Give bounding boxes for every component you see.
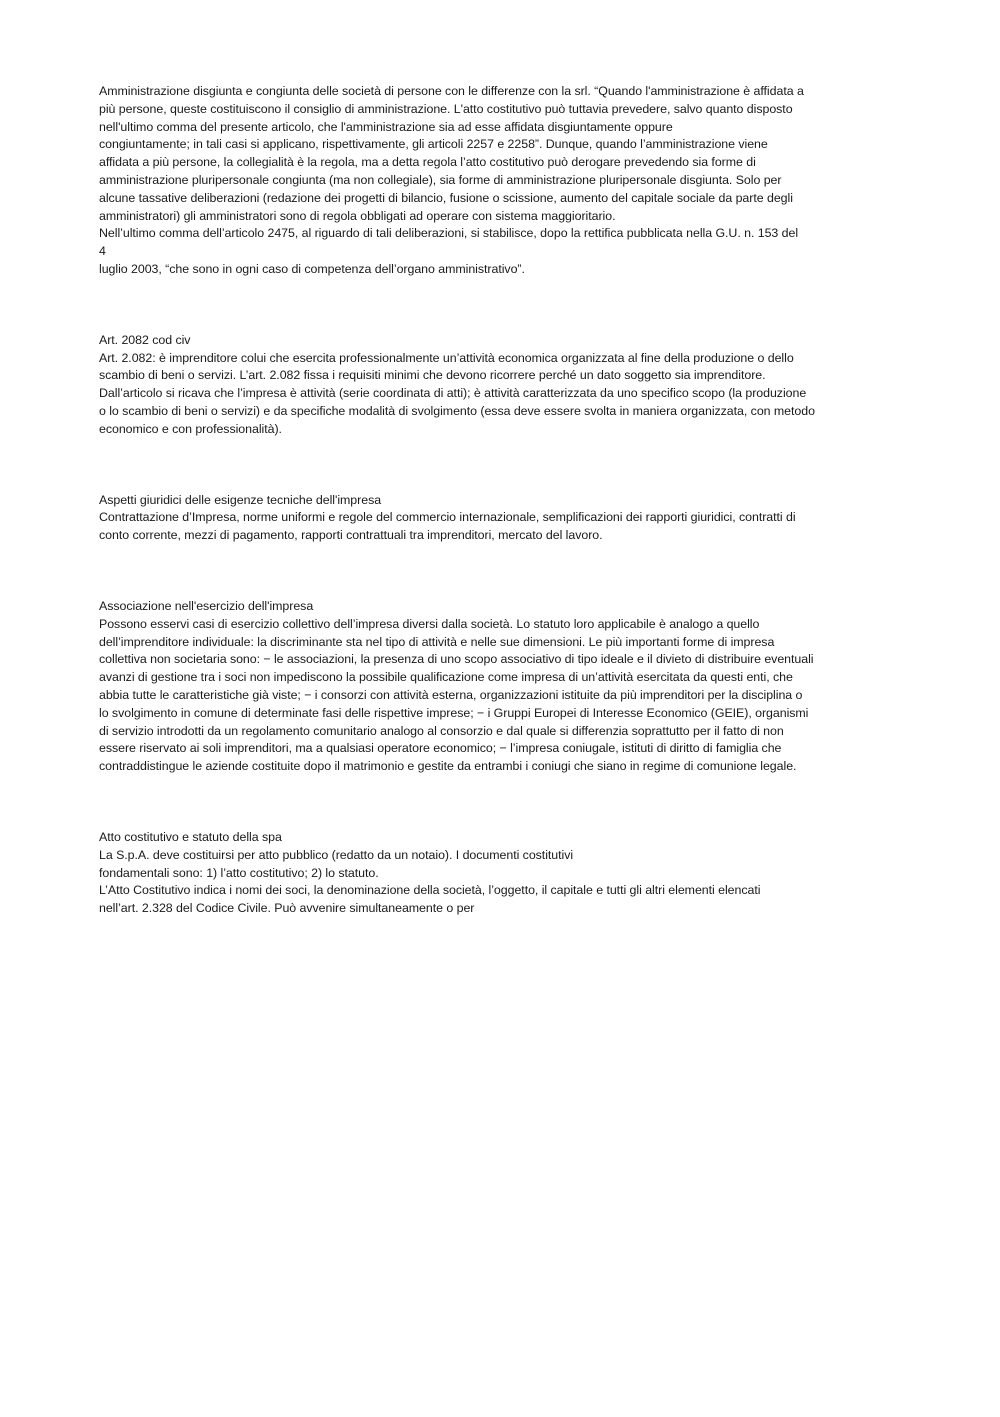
- text-line: L’Atto Costitutivo indica i nomi dei soci, la denominazione della società, l’oggetto, il capitale e tutti gli altri elementi elencati: [99, 883, 761, 898]
- section-gap: [99, 439, 879, 492]
- text-line: alcune tassative deliberazioni (redazione dei progetti di bilancio, fusione o scissione, aumento del capitale sociale da parte degli: [99, 190, 793, 205]
- text-line: 4: [99, 244, 106, 259]
- text-line: collettiva non societaria sono: − le associazioni, la presenza di uno scopo associativo di tipo ideale e il divieto di distribuire eventuali: [99, 652, 814, 667]
- text-line: economico e con professionalità).: [99, 421, 282, 436]
- text-line: Art. 2.082: è imprenditore colui che esercita professionalmente un’attività economica organizzata al fine della produzione o dello: [99, 350, 794, 365]
- text-line: Nell’ultimo comma dell’articolo 2475, al riguardo di tali deliberazioni, si stabilisce, dopo la rettifica pubblicata nella G.U. n. 153 del: [99, 226, 799, 241]
- text-line: scambio di beni o servizi. L’art. 2.082 fissa i requisiti minimi che devono ricorrere perché un dato soggetto sia imprenditore.: [99, 368, 766, 383]
- text-line: amministrazione pluripersonale congiunta (ma non collegiale), sia forme di amministrazione pluripersonale disgiunta. Solo per: [99, 172, 782, 187]
- section-gap: [99, 545, 879, 598]
- section-associazione: [99, 598, 879, 776]
- text-line: o lo scambio di beni o servizi) e da specifiche modalità di svolgimento (essa deve essere svolta in maniera organizzata, con metodo: [99, 403, 815, 418]
- section-heading: Art. 2082 cod civ: [99, 332, 191, 347]
- section-heading: Atto costitutivo e statuto della spa: [99, 829, 282, 844]
- text-line: dell’imprenditore individuale: la discriminante sta nel tipo di attività e nelle sue dimensioni. Le più importanti forme di impresa: [99, 634, 775, 649]
- text-line: più persone, queste costituiscono il consiglio di amministrazione. L'atto costitutivo può tuttavia prevedere, salvo quanto disposto: [99, 101, 793, 116]
- text-line: nell’art. 2.328 del Codice Civile. Può avvenire simultaneamente o per: [99, 901, 475, 916]
- section-heading: Aspetti giuridici delle esigenze tecniche dell'impresa: [99, 492, 382, 507]
- text-line: La S.p.A. deve costituirsi per atto pubblico (redatto da un notaio). I documenti costitutivi: [99, 847, 574, 862]
- text-line: Possono esservi casi di esercizio collettivo dell’impresa diversi dalla società. Lo statuto loro applicabile è analogo a quello: [99, 616, 760, 631]
- section-gap: [99, 279, 879, 332]
- text-line: Amministrazione disgiunta e congiunta delle società di persone con le differenze con la srl. “Quando l'amministrazione è affidata a: [99, 84, 804, 98]
- text-line: avanzi di gestione tra i soci non impediscono la possibile qualificazione come impresa di un’attività esercitata da questi enti, che: [99, 670, 793, 685]
- section-art-2082: [99, 332, 879, 439]
- text-line: Dall’articolo si ricava che l’impresa è attività (serie coordinata di atti); è attività caratterizzata da uno specifico scopo (la produzione: [99, 386, 807, 401]
- text-line: Contrattazione d’Impresa, norme uniformi e regole del commercio internazionale, semplificazioni dei rapporti giuridici, contratti di: [99, 510, 796, 525]
- text-line: lo svolgimento in comune di determinate fasi delle rispettive imprese; − i Gruppi Europei di Interesse Economico (GEIE), organismi: [99, 705, 809, 720]
- text-line: amministratori) gli amministratori sono di regola obbligati ad operare con sistema maggioritario.: [99, 208, 616, 223]
- section-aspetti-giuridici: [99, 492, 879, 545]
- section-gap: [99, 776, 879, 829]
- text-line: di servizio introdotti da un regolamento comunitario analogo al consorzio e dal quale si differenzia soprattutto per il fatto di non: [99, 723, 784, 738]
- section-heading: Associazione nell'esercizio dell'impresa: [99, 598, 314, 613]
- text-line: nell'ultimo comma del presente articolo, che l'amministrazione sia ad esse affidata disgiuntamente oppure: [99, 119, 673, 134]
- text-line: luglio 2003, “che sono in ogni caso di competenza dell’organo amministrativo”.: [99, 261, 525, 276]
- text-line: conto corrente, mezzi di pagamento, rapporti contrattuali tra imprenditori, mercato del lavoro.: [99, 528, 603, 543]
- text-line: affidata a più persone, la collegialità è la regola, ma a detta regola l’atto costitutivo può derogare prevedendo sia forme di: [99, 155, 756, 170]
- document-page: [99, 83, 879, 918]
- text-line: abbia tutte le caratteristiche già viste; − i consorzi con attività esterna, organizzazioni istituite da più imprenditori per la disciplina o: [99, 687, 803, 702]
- text-line: contraddistingue le aziende costituite dopo il matrimonio e gestite da entrambi i coniugi che siano in regime di comunione legale.: [99, 759, 797, 774]
- section-atto-costitutivo: [99, 829, 879, 918]
- text-line: essere riservato ai soli imprenditori, ma a qualsiasi operatore economico; − l’impresa coniugale, istituti di diritto di famiglia che: [99, 741, 782, 756]
- section-amministrazione: [99, 83, 879, 279]
- text-line: fondamentali sono: 1) l’atto costitutivo; 2) lo statuto.: [99, 865, 379, 880]
- text-line: congiuntamente; in tali casi si applicano, rispettivamente, gli articoli 2257 e 2258”. Dunque, quando l’amministrazione viene: [99, 137, 768, 152]
